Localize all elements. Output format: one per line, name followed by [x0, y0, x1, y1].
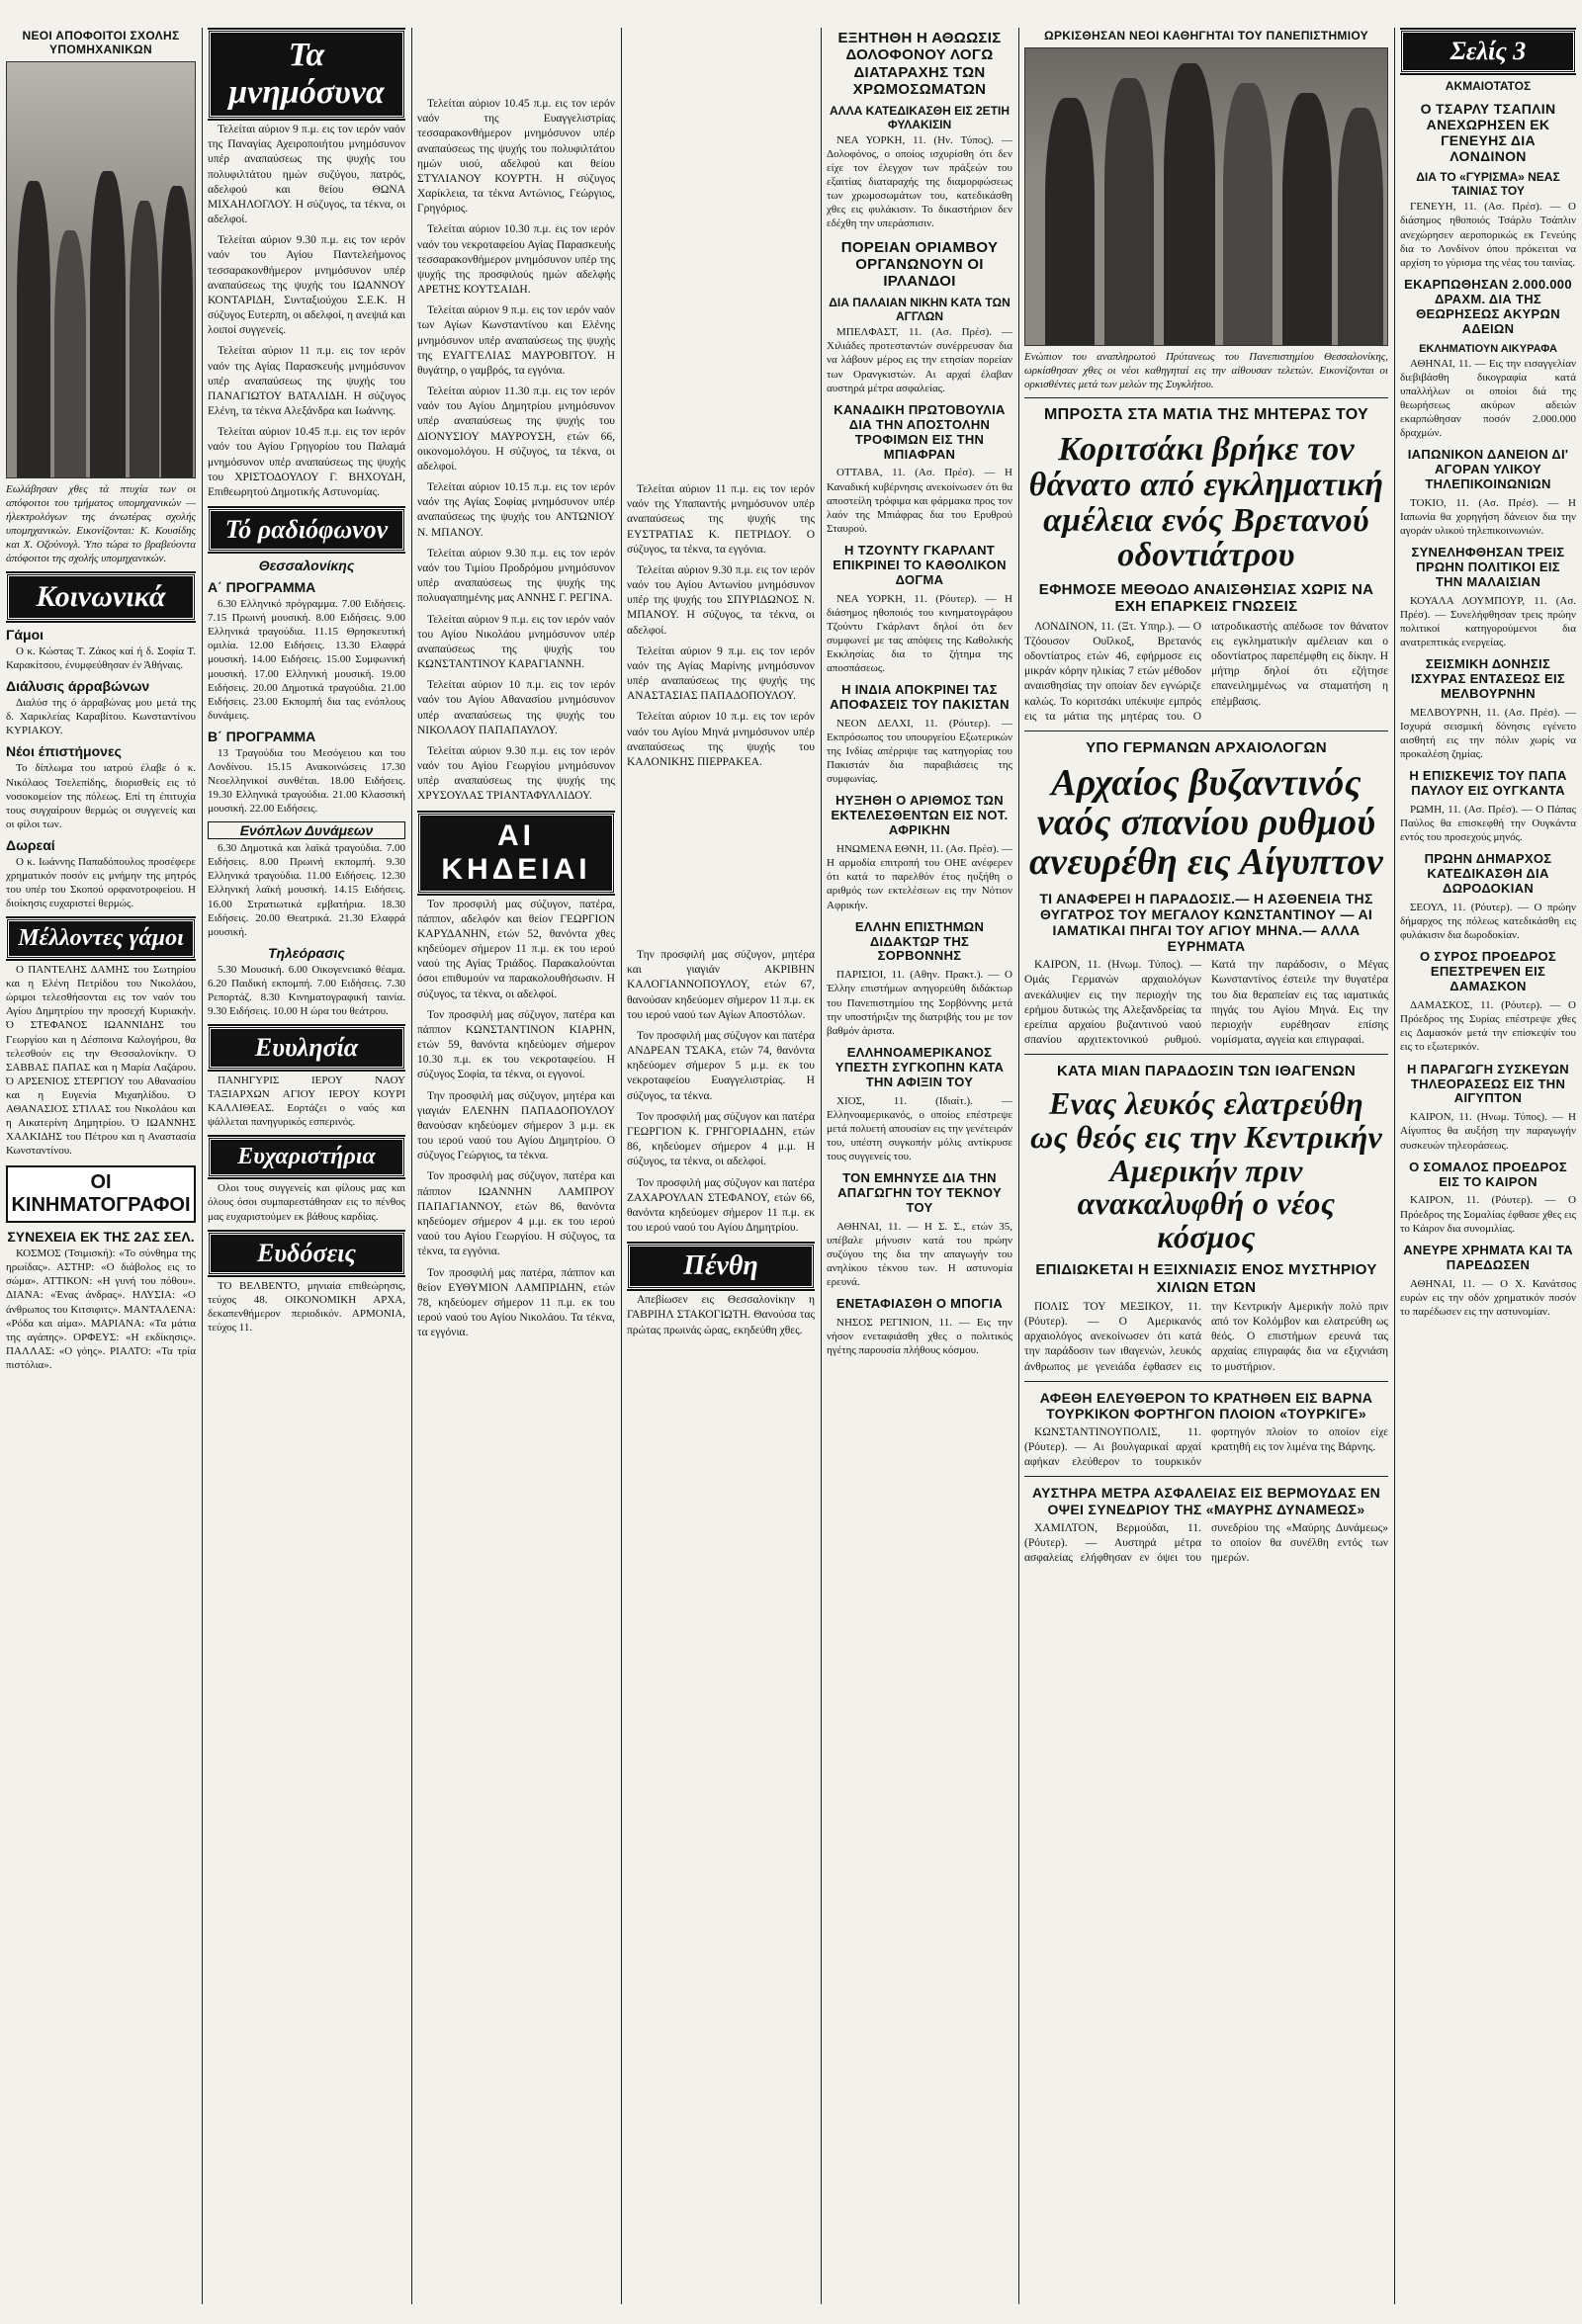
headline-girl-death: Κοριτσάκι βρήκε τον θάνατο από εγκληματική αμέλεια ενός Βρετανού οδοντιάτρου — [1028, 431, 1384, 574]
radio-program-a-head: Α΄ ΠΡΟΓΡΑΜΜΑ — [208, 579, 316, 596]
article-byzantine-church: ΚΑΙΡΟΝ, 11. (Ηνωμ. Τύπος). — Ομάς Γερμανών αρχαιολόγων ανεκάλυψεν εις την περιοχήν της ερήμου δυτικώς της Αλεξανδρείας τα ερείπια αρχαίου βυζαντινού ναού σπανίου αρχιτεκτονικού ρυθμού. Κατά την παράδοσιν, ο Μέγας Κωνσταντίνος έστειλε την θυγατέρα του δια θεραπείαν εις τας ιαματικάς πηγάς του Αγίου Μηνά. Εις την περιοχήν ευρέθησαν επίσης νομίσματα, αγγεία και επιγραφαί. — [1024, 959, 1388, 1047]
column-5 — [827, 28, 1012, 2304]
section-banner-thanks: Ευχαριστήρια — [208, 1137, 405, 1177]
article-garland: ΝΕΑ ΥΟΡΚΗ, 11. (Ρόυτερ). — Η διάσημος ηθοποιός του κινηματογράφου Τζούντυ Γκάρλαντ δηλοί ότι δεν συμφωνεί με τας απόψεις της Καθολικής Εκκλησίας δια το ζήτημα της αποσπάσεως. — [827, 592, 1012, 675]
headline-earthquake: ΣΕΙΣΜΙΚΗ ΔΟΝΗΣΙΣ ΙΣΧΥΡΑΣ ΕΝΤΑΣΕΩΣ ΕΙΣ ΜΕΛΒΟΥΡΝΗΝ — [1410, 656, 1566, 702]
memorial-notice: Τελείται αύριον 10 π.μ. εις τον ιερόν ναόν του Αγίου Μηνά μνημόσυνον υπέρ αναπαύσεως της ψυχής του ΚΑΛΟΝΙΚΗΣ ΠΙΕΡΡΑΚΕΑ. — [627, 711, 815, 768]
article-licenses: ΑΘΗΝΑΙ, 11. — Εις την εισαγγελίαν διεβιβάσθη δικογραφία κατά υπαλλήλων οι οποίοι διά της θεωρήσεως ακύρων αδειών εκαρπώθησαν ποσόν 2.000.000 δραχμών. — [1400, 357, 1576, 439]
funeral-notice: Τον προσφιλή μας σύζυγον και πατέρα ΓΕΩΡΓΙΟΝ Κ. ΓΡΗΓΟΡΙΑΔΗΝ, ετών 86, κηδεύομεν σήμερον 4 μ.μ. Η σύζυγος, τα τέκνα, οι αδελφοί. — [627, 1110, 815, 1168]
article-bermuda: ΧΑΜΙΛΤΟΝ, Βερμούδαι, 11. (Ρόυτερ). — Αυστηρά μέτρα ασφαλείας ελήφθησαν εν όψει του συνεδρίου της «Μαύρης Δυνάμεως» το οποίον θα συνέλθη εντός των ημερών. — [1024, 1521, 1388, 1565]
cinemas-text: ΚΟΣΜΟΣ (Τσιμισκή): «Το σύνθημα της ηρωίδας». ΑΣΤΗΡ: «Ο διάβολος εις το σώμα». ΑΤΤΙΚΟΝ: «Η γυνή του πόθου». ΔΙΑΝΑ: «Ένας άνδρας». ΗΛΥΣΙΑ: «Ο άνθρωπος του Κιτσιφιτς». ΜΑΝΤΑΛΕΝΑ: «Ρόδα και αίμα». ΜΑΡΙΑΝΑ: «Τα μάτια της αγάπης». ΟΡΦΕΥΣ: «Η εκδίκησις». ΠΑΛΛΑΣ: «Ο γόης». ΡΙΑΛΤΟ: «Τα τρία πιστόλια». — [6, 1248, 196, 1371]
memorial-notice: Τελείται αύριον 10.45 π.μ. εις τον ιερόν ναόν του Αγίου Γρηγορίου του Παλαμά μνημόσυνον υπέρ αναπαύσεως της ψυχής του ΧΡΙΣΤΟΔΟΥΛΟΥ Γ. ΒΗΧΟΥΔΗ, Επιθεωρητού Δημοτικής Αστυνομίας. — [208, 426, 405, 498]
article-malaysia: ΚΟΥΑΛΑ ΛΟΥΜΠΟΥΡ, 11. (Ασ. Πρέσ). — Συνελήφθησαν τρεις πρώην πολιτικοί κατηγορούμενοι δια ανατρεπτικάς ενεργείας. — [1400, 594, 1576, 649]
headline-somalia: Ο ΣΟΜΑΛΟΣ ΠΡΟΕΔΡΟΣ ΕΙΣ ΤΟ ΚΑΙΡΟΝ — [1409, 1159, 1567, 1189]
column-3 — [417, 28, 615, 2304]
headline-chaplin: Ο ΤΣΑΡΛΥ ΤΣΑΠΛΙΝ ΑΝΕΧΩΡΗΣΕΝ ΕΚ ΓΕΝΕΥΗΣ ΔΙΑ ΛΟΝΔΙΝΟΝ — [1420, 101, 1556, 165]
memorial-notice: Τελείται αύριον 9 π.μ. εις τον ιερόν ναόν του Αγίου Νικολάου μνημόσυνον υπέρ αναπαύσεως της ψυχής του ΚΩΝΣΤΑΝΤΙΝΟΥ ΚΑΡΑΓΙΑΝΝΗ. — [417, 613, 615, 671]
headline-found-money: ΑΝΕΥΡΕ ΧΡΗΜΑΤΑ ΚΑΙ ΤΑ ΠΑΡΕΔΩΣΕΝ — [1403, 1242, 1573, 1272]
kicker-mother: ΜΠΡΟΣΤΑ ΣΤΑ ΜΑΤΙΑ ΤΗΣ ΜΗΤΕΡΑΣ ΤΟΥ — [1044, 406, 1368, 424]
column-rule — [1394, 28, 1395, 2304]
section-banner-memorials: Τα μνημόσυνα — [208, 30, 405, 119]
column-1 — [6, 28, 196, 2304]
funeral-notice: Τον προσφιλή μας σύζυγον, πατέρα, πάππον, αδελφόν και θείον ΓΕΩΡΓΙΟΝ ΚΑΡΥΔΑΝΗΝ, ετών 52, θανόντα χθες κηδεύομεν σήμερον 11 π.μ. εκ του ιερού ναού της Αγίας Τριάδος. Παρακαλούνται όσοι επιθυμούν να παρακολουθήσωσιν. Η σύζυγος, τα τέκνα, οι αδελφοί. — [417, 898, 615, 1000]
armed-forces-head: Ενόπλων Δυνάμεων — [208, 821, 405, 839]
article-irish: ΜΠΕΛΦΑΣΤ, 11. (Ασ. Πρέσ). — Χιλιάδες προτεσταντών συνέρρευσαν δια να λάβουν μέρος εις την ετησίαν πορείαν των Ορανγκιστών. Αι αρχαί έλαβαν αυστηρά μέτρα ασφαλείας. — [827, 326, 1012, 394]
headline-pope: Η ΕΠΙΣΚΕΨΙΣ ΤΟΥ ΠΑΠΑ ΠΑΥΛΟΥ ΕΙΣ ΟΥΓΚΑΝΤΑ — [1409, 768, 1567, 799]
article-biafra: ΟΤΤΑΒΑ, 11. (Ασ. Πρέσ). — Η Καναδική κυβέρνησις ανεκοίνωσεν ότι θα αποστείλη τρόφιμα και φάρμακα προς τον λαόν της Μπιάφρας δια του Ερυθρού Σταυρού. — [827, 467, 1012, 535]
headline-mayor: ΠΡΩΗΝ ΔΗΜΑΡΧΟΣ ΚΑΤΕΔΙΚΑΣΘΗ ΔΙΑ ΔΩΡΟΔΟΚΙΑΝ — [1424, 851, 1552, 897]
article-mayor: ΣΕΟΥΛ, 11. (Ρόυτερ). — Ο πρώην δήμαρχος της πόλεως κατεδικάσθη εις φυλάκισιν δια δωροδοκίαν. — [1400, 902, 1576, 942]
funeral-notice: Τον προσφιλή μας σύζυγον και πατέρα ΖΑΧΑΡΟΥΛΑΝ ΣΤΕΦΑΝΟΥ, ετών 66, θανόντα κηδεύομεν σήμερον 11 π.μ. εκ του ιερού ναού του Αγίου Δημητρίου. — [627, 1176, 815, 1235]
memorial-notice: Τελείται αύριον 10.30 π.μ. εις τον ιερόν ναόν του νεκροταφείου Αγίας Παρασκευής τεσσαρακονθήμερον μνημόσυνον υπέρ της ψυχής της προσφιλούς ημών αδελφής ΑΡΕΤΗΣ ΚΟΥΤΣΑΙΔΗ. — [417, 223, 615, 297]
memorial-notice: Τελείται αύριον 11 π.μ. εις τον ιερόν ναόν της Υπαπαντής μνημόσυνον υπέρ αναπαύσεως της ψυχής της ΕΥΣΤΡΑΤΙΑΣ Κ. ΠΕΤΡΙΔΟΥ. Ο σύζυγος, τα τέκνα, τα εγγόνια. — [627, 483, 815, 556]
article-egypt-tv: ΚΑΙΡΟΝ, 11. (Ηνωμ. Τύπος). — Η Αίγυπτος θα αυξήση την παραγωγήν συσκευών τηλεοράσεως. — [1400, 1111, 1576, 1152]
section-banner-cinemas: ΟΙ ΚΙΝΗΜΑΤΟΓΡΑΦΟΙ — [6, 1165, 196, 1223]
radio-city: Θεσσαλονίκης — [258, 558, 355, 574]
funeral-notice: Τον προσφιλή μας πατέρα, πάππον και θείον ΕΥΘΥΜΙΟΝ ΛΑΜΠΡΙΔΗΝ, ετών 78, κηδεύομεν σήμερον 11 π.μ. εκ του ιερού ναού του Αγίου Νικολάου. Τα τέκνα, τα εγγόνια. — [417, 1266, 615, 1339]
headline-greek-american: ΕΛΛΗΝΟΑΜΕΡΙΚΑΝΟΣ ΥΠΕΣΤΗ ΣΥΓΚΟΠΗΝ ΚΑΤΑ ΤΗΝ ΑΦΙΞΙΝ ΤΟΥ — [835, 1044, 1005, 1089]
funeral-notice: Την προσφιλή μας σύζυγον, μητέρα και γιαγιάν ΑΚΡΙΒΗΝ ΚΑΛΟΓΙΑΝΝΟΠΟΥΛΟΥ, ετών 67, θανούσαν κηδεύομεν σήμερον 11 π.μ. εκ του ιερού ναού των Αγίων Αποστόλων. — [627, 949, 815, 1021]
article-executions: ΗΝΩΜΕΝΑ ΕΘΝΗ, 11. (Ασ. Πρέσ). — Η αρμοδία επιτροπή του ΟΗΕ ανέφερεν ότι κατά το παρελθόν έτος ηυξήθη ο αριθμός των εκτελέσεων εις την Νότιον Αφρικήν. — [827, 843, 1012, 911]
article-abduction: ΑΘΗΝΑΙ, 11. — Η Σ. Σ., ετών 35, υπέβαλε μήνυσιν κατά του πρώην συζύγου της δια την απαγωγήν του ανηλίκου τέκνου των. Η αστυνομία ερευνά. — [827, 1220, 1012, 1289]
subhead-byzantine-church: ΤΙ ΑΝΑΦΕΡΕΙ Η ΠΑΡΑΔΟΣΙΣ.— Η ΑΣΘΕΝΕΙΑ ΤΗΣ ΘΥΓΑΤΡΟΣ ΤΟΥ ΜΕΓΑΛΟΥ ΚΩΝΣΤΑΝΤΙΝΟΥ — ΑΙ ΙΑΜΑΤΙΚΑΙ ΠΗΓΑΙ ΤΟΥ ΑΓΙΟΥ ΜΗΝΑ.— ΑΛΛΑ ΕΥΡΗΜΑΤΑ — [1039, 890, 1373, 955]
headline-white-god: Ενας λευκός ελατρεύθη ως θεός εις την Κεντρικήν Αμερικήν πριν ανακαλυφθή ο νέος κόσμος — [1029, 1085, 1383, 1254]
section-banner-mourning: Πένθη — [627, 1244, 815, 1289]
television-text: 5.30 Μουσική. 6.00 Οικογενειακό θέαμα. 6.20 Παιδική εκπομπή. 7.00 Ειδήσεις. 7.30 Ρεπορτάζ. 8.30 Κινηματογραφική ταινία. 9.30 Ειδήσεις. 10.00 Η ώρα του θεάτρου. — [208, 963, 405, 1017]
headline-byzantine-church: Αρχαίος βυζαντινός ναός σπανίου ρυθμού ανευρέθη εις Αίγυπτον — [1028, 762, 1384, 883]
section-banner-radio: Τό ραδιόφωνον — [208, 508, 405, 552]
funeral-notice: Τον προσφιλή μας σύζυγον, πατέρα και πάππον ΙΩΑΝΝΗΝ ΛΑΜΠΡΟΥ ΠΑΠΑΓΙΑΝΝΟΥ, ετών 86, θανόντα κηδεύομεν σήμερον 4 μ.μ. εκ του ιερού ναού του Αγίου Γεωργίου. Η σύζυγος, τα τέκνα, τα εγγόνια. — [417, 1170, 615, 1258]
kicker-archaeologists: ΥΠΟ ΓΕΡΜΑΝΩΝ ΑΡΧΑΙΟΛΟΓΩΝ — [1086, 738, 1327, 756]
section-head-scientists: Νέοι έπιστήμονες — [6, 743, 122, 760]
article-greek-american: ΧΙΟΣ, 11. (Ιδιαίτ.). — Ελληνοαμερικανός, ο οποίος επέστρεψε μετά πολυετή απουσίαν εις την γενέτειράν του, υπέστη συγκοπήν μόλις αντίκρυσε τους συγγενείς του. — [827, 1094, 1012, 1162]
scientists-text: Το δίπλωμα του ιατρού έλαβε ό κ. Νικόλαος Τσελεπίδης, διορισθείς εις τό νοσοκομείον της πόλεως. Επί τη έπιτυχία τους συγχαίρουν θερμώς οι συγγενείς και οι φίλοι των. — [6, 762, 196, 830]
subhead-licenses: ΕΚΛΗΜΑΤΙΟΥΝ ΑΙΚΥΡΑΦΑ — [1419, 342, 1557, 355]
memorial-notice: Τελείται αύριον 11 π.μ. εις τον ιερόν ναόν της Αγίας Παρασκευής μνημόσυνον υπέρ αναπαύσεως της ψυχής του ΠΑΝΑΓΙΩΤΟΥ ΒΑΤΑΛΙΔΗ. Η σύζυγος Ελένη, τα τέκνα Αλεξάνδρα και Ιωάννης. — [208, 345, 405, 418]
engagement-text: Διαλύσ της ό άρραβώνας μου μετά της δ. Χαρικλείας Καραβίτου. Κωνσταντίνου ΚΥΡΙΑΚΟΥ. — [6, 697, 196, 737]
section-head-engagement: Διάλυσις άρραβώνων — [6, 678, 150, 695]
radio-program-b-head: Β΄ ΠΡΟΓΡΑΜΜΑ — [208, 728, 316, 744]
section-banner-social: Κοινωνικά — [6, 573, 196, 621]
article-somalia: ΚΑΙΡΟΝ, 11. (Ρόυτερ). — Ο Πρόεδρος της Σομαλίας έφθασε χθες εις το Κάιρον δια συνομιλίας. — [1400, 1194, 1576, 1235]
article-sorbonne: ΠΑΡΙΣΙΟΙ, 11. (Αθην. Πρακτ.). — Ο Έλλην επιστήμων ανηγορεύθη διδάκτωρ του Πανεπιστημίου της Σορβόννης μετά την υποστήριξιν της διατριβής του με τον βαθμόν άριστα. — [827, 969, 1012, 1037]
cinemas-sub: ΣΥΝΕΧΕΙΑ ΕΚ ΤΗΣ 2ΑΣ ΣΕΛ. — [7, 1229, 195, 1246]
article-varna: ΚΩΝΣΤΑΝΤΙΝΟΥΠΟΛΙΣ, 11. (Ρόυτερ). — Αι βουλγαρικαί αρχαί αφήκαν ελεύθερον το τουρκικόν φορτηγόν πλοίον το οποίον είχε κρατηθή εις τον λιμένα της Βάρνης. — [1024, 1425, 1388, 1469]
section-banner-funerals: ΑΙ ΚΗΔΕΙΑΙ — [417, 813, 615, 894]
photo-title: ΝΕΟΙ ΑΠΟΦΟΙΤΟΙ ΣΧΟΛΗΣ ΥΠΟΜΗΧΑΝΙΚΩΝ — [22, 29, 180, 56]
memorial-notice: Τελείται αύριον 9.30 π.μ. εις τον ιερόν ναόν του Αγίου Παντελεήμονος τεσσαρακονθήμερον μνημόσυνον υπέρ αναπαύσεως της ψυχής του ΙΩΑΝΝΟΥ ΚΟΝΤΑΡΙΔΗ, Συνταξιούχου Σ.Ε.Κ. Η σύζυγος Ευτερπη, οι αδελφοί, η ανεψιά και λοιποί συγγενείς. — [208, 234, 405, 337]
column-rule — [411, 28, 412, 2304]
headline-india: Η ΙΝΔΙΑ ΑΠΟΚΡΙΝΕΙ ΤΑΣ ΑΠΟΦΑΣΕΙΣ ΤΟΥ ΠΑΚΙΣΤΑΝ — [830, 682, 1010, 713]
future-weddings-text: Ο ΠΑΝΤΕΛΗΣ ΔΑΜΗΣ του Σωτηρίου και η Ελένη Πετρίδου του Νικολάου, ώριμοι τελεσθήσονται εις τον ναόν του Αγίου Δημητρίου την προσεχή Κυριακήν. Ό ΣΤΕΦΑΝΟΣ ΙΩΑΝΝΙΔΗΣ του Γεωργίου και η Δέσποινα Καλογήρου, θα τελεσθούν εις την Θεσσαλονίκην. Ό ΣΑΒΒΑΣ ΠΑΠΑΣ και η Μαρία Λαζάρου. Ό ΑΡΣΕΝΙΟΣ ΣΤΕΡΓΙΟΥ του Αθανασίου και η Ευγενία Μιχαηλίδου. Ό ΑΘΑΝΑΣΙΟΣ ΣΤΙΛΑΣ του Νικολάου και η Αικατερίνη Δημητρίου. Ό ΙΩΑΝΝΗΣ ΧΑΛΚΙΔΗΣ του Πέτρου και η Αναστασία Κωνσταντίνου. — [6, 964, 196, 1158]
headline-chromosomes: ΕΞΗΤΗΘΗ Η ΑΘΩΩΣΙΣ ΔΟΛΟΦΟΝΟΥ ΛΟΓΩ ΔΙΑΤΑΡΑΧΗΣ ΤΩΝ ΧΡΩΜΟΣΩΜΑΤΩΝ — [837, 30, 1002, 98]
subhead-anaesthesia: ΕΦΗΜΟΣΕ ΜΕΘΟΔΟ ΑΝΑΙΣΘΗΣΙΑΣ ΧΩΡΙΣ ΝΑ ΕΧΗ ΕΠΑΡΚΕΙΣ ΓΝΩΣΕΙΣ — [1038, 581, 1374, 616]
funeral-notice: Την προσφιλή μας σύζυγον, μητέρα και γιαγιάν ΕΛΕΝΗΝ ΠΑΠΑΔΟΠΟΥΛΟΥ θανούσαν κηδεύομεν σήμερον 3 μ.μ. εκ του ιερού ναού του Αγίου Δημητρίου. Ο σύζυγος Γεώργιος, τα τέκνα. — [417, 1089, 615, 1162]
subhead-chromosomes: ΑΛΛΑ ΚΑΤΕΔΙΚΑΣΘΗ ΕΙΣ 2ΕΤΙΗ ΦΥΛΑΚΙΣΙΝ — [829, 104, 1011, 131]
memorial-notice: Τελείται αύριον 9 π.μ. εις τον ιερόν ναόν της Αγίας Μαρίνης μνημόσυνον υπέρ αναπαύσεως της ψυχής της ΑΝΑΣΤΑΣΙΑΣ ΠΑΠΑΔΟΠΟΥΛΟΥ. — [627, 645, 815, 703]
headline-japan-loan: ΙΑΠΩΝΙΚΟΝ ΔΑΝΕΙΟΝ ΔΙ' ΑΓΟΡΑΝ ΥΛΙΚΟΥ ΤΗΛΕΠΙΚΟΙΝΩΝΙΩΝ — [1407, 446, 1569, 491]
article-found-money: ΑΘΗΝΑΙ, 11. — Ο Χ. Κανάτσος ευρών εις την οδόν χρηματικόν ποσόν το παρέδωσεν εις την αστυνομίαν. — [1400, 1277, 1576, 1318]
headline-executions: ΗΥΞΗΘΗ Ο ΑΡΙΘΜΟΣ ΤΩΝ ΕΚΤΕΛΕΣΘΕΝΤΩΝ ΕΙΣ ΝΟΤ. ΑΦΡΙΚΗΝ — [831, 793, 1009, 838]
memorial-notice: Τελείται αύριον 9.30 π.μ. εις τον ιερόν ναόν του Αγίου Γεωργίου μνημόσυνον υπέρ αναπαύσεως της ψυχής της ΧΡΥΣΟΥΛΑΣ ΤΡΙΑΝΤΑΦΥΛΛΙΔΟΥ. — [417, 744, 615, 803]
column-rule — [1018, 28, 1019, 2304]
section-banner-publications: Ευδόσεις — [208, 1232, 405, 1275]
headline-bermuda: ΑΥΣΤΗΡΑ ΜΕΤΡΑ ΑΣΦΑΛΕΙΑΣ ΕΙΣ ΒΕΡΜΟΥΔΑΣ ΕΝ ΟΨΕΙ ΣΥΝΕΔΡΙΟΥ ΤΗΣ «ΜΑΥΡΗΣ ΔΥΝΑΜΕΩΣ» — [1031, 1485, 1381, 1517]
column-2 — [208, 28, 405, 2304]
column-4 — [627, 28, 815, 2304]
column-6 — [1024, 28, 1388, 2304]
article-india: ΝΕΟΝ ΔΕΛΧΙ, 11. (Ρόυτερ). — Εκπρόσωπος του υπουργείου Εξωτερικών της Ινδίας απέρριψε τας κατηγορίας του Πακιστάν δια παραβιάσεις της συμφωνίας. — [827, 717, 1012, 786]
section-head-donations: Δωρεαί — [6, 836, 55, 853]
page-number-sub: ΑΚΜΑΙΟΤΑΤΟΣ — [1445, 79, 1532, 93]
column-rule — [821, 28, 822, 2304]
headline-egypt-tv: Η ΠΑΡΑΓΩΓΗ ΣΥΣΚΕΥΩΝ ΤΗΛΕΟΡΑΣΕΩΣ ΕΙΣ ΤΗΝ ΑΙΓΥΠΤΟΝ — [1407, 1061, 1569, 1106]
headline-sorbonne: ΕΛΛΗΝ ΕΠΙΣΤΗΜΩΝ ΔΙΔΑΚΤΩΡ ΤΗΣ ΣΟΡΒΟΝΝΗΣ — [854, 918, 985, 964]
headline-malaysia: ΣΥΝΕΛΗΦΘΗΣΑΝ ΤΡΕΙΣ ΠΡΩΗΝ ΠΟΛΙΤΙΚΟΙ ΕΙΣ ΤΗΝ ΜΑΛΑΙΣΙΑΝ — [1411, 545, 1565, 589]
headline-abduction: ΤΟΝ ΕΜΗΝΥΣΕ ΔΙΑ ΤΗΝ ΑΠΑΓΩΓΗΝ ΤΟΥ ΤΕΚΝΟΥ ΤΟΥ — [837, 1169, 1002, 1215]
photo-title-professors: ΩΡΚΙΣΘΗΣΑΝ ΝΕΟΙ ΚΑΘΗΓΗΤΑΙ ΤΟΥ ΠΑΝΕΠΙΣΤΗΜΙΟΥ — [1044, 29, 1368, 43]
radio-program-b-text: 13 Τραγούδια του Μεσόγειου και του Λονδίνου. 15.15 Ανακοινώσεις 17.30 Νεοελληνικοί συνθέται. 18.00 Ειδήσεις. 19.30 Ελληνικά τραγούδια. 21.00 Κλασσική μουσική. 22.00 Ειδήσεις. — [208, 746, 405, 816]
memorial-notice: Τελείται αύριον 10.15 π.μ. εις τον ιερόν ναόν της Αγίας Σοφίας μνημόσυνον υπέρ αναπαύσεως της ψυχής του ΑΝΤΩΝΙΟΥ Ν. ΜΠΑΝΟΥ. — [417, 481, 615, 539]
professors-caption: Ενώπιον του αναπληρωτού Πρύτανεως του Πανεπιστημίου Θεσσαλονίκης, ωρκίσθησαν χθες οι νέοι καθηγηταί εις την αίθουσαν τελετών. Εικονίζονται οι ορκισθέντες μετά των μελών της Συγκλήτου. — [1024, 350, 1388, 390]
page-number-banner: Σελίς 3 — [1400, 30, 1576, 73]
church-text: ΠΑΝΗΓΥΡΙΣ ΙΕΡΟΥ ΝΑΟΥ ΤΑΞΙΑΡΧΩΝ ΑΓΙΟΥ ΙΕΡΟΥ ΚΟΥΡΙ ΚΑΛΛΙΘΕΑΣ. Εορτάζει ο ναός και ψάλλεται πανηγυρικός εσπερινός. — [208, 1075, 405, 1129]
section-banner-church: Ευυλησία — [208, 1026, 405, 1070]
subhead-chaplin: ΔΙΑ ΤΟ «ΓΥΡΙΣΜΑ» ΝΕΑΣ ΤΑΙΝΙΑΣ ΤΟΥ — [1416, 170, 1560, 199]
television-head: Τηλεόρασις — [268, 944, 345, 961]
column-rule — [621, 28, 622, 2304]
mourning-text: Απεβίωσεν εις Θεσσαλονίκην η ΓΑΒΡΙΗΛ ΣΤΑΚΟΓΙΩΤΗ. Θανούσα τας πρώτας πρωινάς ώρας, εκηδεύθη χθες. — [627, 1294, 815, 1336]
weddings-text: Ο κ. Κώστας Τ. Ζάκος καί ή δ. Σοφία Τ. Καρακίτσου, ένυμφεύθησαν έν Άθήναις. — [6, 646, 196, 672]
article-chaplin: ΓΕΝΕΥΗ, 11. (Ασ. Πρέσ). — Ο διάσημος ηθοποιός Τσάρλυ Τσάπλιν ανεχώρησεν αεροπορικώς εκ Γενεύης δια το Λονδίνον όπου πρόκειται να αρχίση το γύρισμα της νέας του ταινίας. — [1400, 201, 1576, 269]
subhead-mystery: ΕΠΙΔΙΩΚΕΤΑΙ Η ΕΞΙΧΝΙΑΣΙΣ ΕΝΟΣ ΜΥΣΤΗΡΙΟΥ ΧΙΛΙΩΝ ΕΤΩΝ — [1035, 1261, 1377, 1296]
article-chromosomes: ΝΕΑ ΥΟΡΚΗ, 11. (Ην. Τύπος). — Δολοφόνος, ο οποίος ισχυρίσθη ότι δεν είχε τον έλεγχον των πράξεών του εξαιτίας διαταραχής της διαμορφώσεως των χρωμοσωμάτων του, κατεδικάσθη χθες εις φυλάκισιν. Το δικαστήριον δεν εδέχθη την υπεράσπισιν. — [827, 134, 1012, 230]
professors-photo — [1024, 47, 1388, 346]
headline-irish: ΠΟΡΕΙΑΝ ΟΡΙΑΜΒΟΥ ΟΡΓΑΝΩΝΟΥΝ ΟΙ ΙΡΛΑΝΔΟΙ — [840, 238, 999, 291]
radio-program-a-text: 6.30 Ελληνικό πρόγραμμα. 7.00 Ειδήσεις. 7.15 Πρωινή μουσική. 8.00 Ειδήσεις. 9.00 Ελληνικά τραγούδια. 11.15 Θρησκευτική ομιλία. 12.00 Ειδήσεις. 13.30 Ελαφρά μουσική. 14.00 Ειδήσεις. 15.00 Συμφωνική μουσική. 17.00 Ελληνική μουσική. 19.00 Ειδήσεις. 20.00 Δημοτικά τραγούδια. 21.00 Ειδήσεις. 23.00 Εκπομπή δια τας ενόπλους δυνάμεις. — [208, 598, 405, 722]
article-earthquake: ΜΕΛΒΟΥΡΝΗ, 11. (Ασ. Πρέσ). — Ισχυρά σεισμική δόνησις εγένετο αισθητή εις την πόλιν χωρίς να προκαλέση ζημίας. — [1400, 706, 1576, 761]
article-girl-death: ΛΟΝΔΙΝΟΝ, 11. (Ξτ. Υπηρ.). — Ο Τζόουσον Ουΐλκοξ, Βρετανός οδοντίατρος ετών 46, εφήρμοσε εις μικράν κόρην ηλικίας 7 ετών μέθοδον αναισθησίας την οποίαν δεν εγνώριζε καλώς. Το κοριτσάκι υπέκυψε εμπρός εις τα μάτια της μητέρας του. Ο ιατροδικαστής απέδωσε τον θάνατον εις εγκληματικήν αμέλειαν και ο οδοντίατρος παρεπέμφθη εις δίκην. Η μήτηρ δηλοί ότι εζήτησε επανειλημμένως να σταματήση η επέμβασις. — [1024, 620, 1388, 723]
section-banner-future-weddings: Μέλλοντες γάμοι — [6, 918, 196, 959]
donations-text: Ο κ. Ιωάννης Παπαδόπουλος προσέφερε χρηματικόν ποσόν εις μνήμην της μητρός του υπέρ του Σκοπού ορφανοτροφείου. Η διοίκησις ευχαριστεί θερμώς. — [6, 855, 196, 910]
headline-licenses: ΕΚΑΡΠΩΘΗΣΑΝ 2.000.000 ΔΡΑΧΜ. ΔΙΑ ΤΗΣ ΘΕΩΡΗΣΕΩΣ ΑΚΥΡΩΝ ΑΔΕΙΩΝ — [1404, 276, 1572, 336]
article-pope: ΡΩΜΗ, 11. (Ασ. Πρέσ). — Ο Πάπας Παύλος θα επισκεφθή την Ουγκάντα εντός του προσεχούς μηνός. — [1400, 804, 1576, 844]
column-rule — [202, 28, 203, 2304]
headline-varna: ΑΦΕΘΗ ΕΛΕΥΘΕΡΟΝ ΤΟ ΚΡΑΤΗΘΕΝ ΕΙΣ ΒΑΡΝΑ ΤΟΥΡΚΙΚΟΝ ΦΟΡΤΗΓΟΝ ΠΛΟΙΟΝ «ΤΟΥΡΚΙΓΕ» — [1039, 1389, 1373, 1421]
headline-biafra: ΚΑΝΑΔΙΚΗ ΠΡΩΤΟΒΟΥΛΙΑ ΔΙΑ ΤΗΝ ΑΠΟΣΤΟΛΗΝ ΤΡΟΦΙΜΩΝ ΕΙΣ ΤΗΝ ΜΠΙΑΦΡΑΝ — [834, 401, 1006, 462]
article-syria: ΔΑΜΑΣΚΟΣ, 11. (Ρόυτερ). — Ο Πρόεδρος της Συρίας επέστρεψε χθες εις Δαμασκόν μετά την επίσκεψίν του εις το εξωτερικόν. — [1400, 999, 1576, 1054]
funeral-notice: Τον προσφιλή μας σύζυγον και πατέρα ΑΝΔΡΕΑΝ ΤΣΑΚΑ, ετών 74, θανόντα κηδεύομεν σήμερον 5 μ.μ. εκ του νεκροταφείου Ευαγγελιστρίας. Η σύζυγος, τα τέκνα. — [627, 1029, 815, 1102]
publications-text: ΤΟ ΒΕΛΒΕΝΤΟ, μηνιαία επιθεώρησις, τεύχος 48. ΟΙΚΟΝΟΜΙΚΗ ΑΡΧΑ, δεκαπενθήμερον περιοδικόν. ΑΡΜΟΝΙΑ, τεύχος 11. — [208, 1279, 405, 1334]
memorial-notice: Τελείται αύριον 10.45 π.μ. εις τον ιερόν ναόν της Ευαγγελιστρίας τεσσαρακονθήμερον μνημόσυνον υπέρ αναπαύσεως της ψυχής του πολυφιλτάτου ημών υιού, αδελφού και θείου ΣΤΥΛΙΑΝΟΥ ΚΟΥΡΤΗ. Η σύζυγος Χαρίκλεια, τα τέκνα Αντώνιος, Γεώργιος, Γρηγόριος. — [417, 98, 615, 215]
column-7 — [1400, 28, 1576, 2304]
article-japan-loan: ΤΟΚΙΟ, 11. (Ασ. Πρέσ). — Η Ιαπωνία θα χορηγήση δάνειον δια την αγοράν υλικού τηλεπικοινωνιών. — [1400, 496, 1576, 537]
subhead-irish: ΔΙΑ ΠΑΛΑΙΑΝ ΝΙΚΗΝ ΚΑΤΑ ΤΩΝ ΑΓΓΛΩΝ — [829, 296, 1011, 324]
memorial-notice: Τελείται αύριον 9 π.μ. εις τον ιερόν ναόν των Αγίων Κωνσταντίνου και Ελένης μνημόσυνον υπέρ αναπαύσεως της ψυχής της ΕΥΑΓΓΕΛΙΑΣ ΜΑΥΡΟΒΙΤΟΥ. Η θυγάτηρ, ο γαμβρός, τα εγγόνια. — [417, 304, 615, 377]
memorial-notice: Τελείται αύριον 9 π.μ. εις τον ιερόν ναόν της Παναγίας Αχειροποιήτου μνημόσυνον υπέρ αναπαύσεως της ψυχής του πολυφιλτάτου ημών συζύγου, πατρός, αδελφού και θείου ΘΩΝΑ ΜΙΧΑΗΛΟΓΛΟΥ. Η σύζυγος, τα τέκνα, οι αδελφοί. — [208, 124, 405, 226]
memorial-notice: Τελείται αύριον 9.30 π.μ. εις τον ιερόν ναόν του Τιμίου Προδρόμου μνημόσυνον υπέρ αναπαύσεως της ψυχής της πολυαγαπημένης μας ΑΝΝΗΣ Γ. ΡΕΓΙΝΑ. — [417, 547, 615, 605]
memorial-notice: Τελείται αύριον 9.30 π.μ. εις τον ιερόν ναόν του Αγίου Αντωνίου μνημόσυνον υπέρ της ψυχής του ΣΠΥΡΙΔΩΝΟΣ Ν. ΜΠΑΝΟΥ. Η σύζυγος, τα τέκνα, οι αδελφοί. — [627, 563, 815, 637]
memorial-notice: Τελείται αύριον 11.30 π.μ. εις τον ιερόν ναόν του Αγίου Δημητρίου μνημόσυνον υπέρ αναπαύσεως της ψυχής του ΔΙΟΝΥΣΙΟΥ ΜΑΥΡΟΥΣΗ, ετών 66, οικονομολόγου. Η σύζυγος, τα τέκνα, οι αδελφοί. — [417, 386, 615, 473]
photo-caption: Εωλάβησαν χθες τά πτυχία των οι απόφοιτοι του τμήματος υπομηχανικών — ήλεκτρολόγων της άνωτέρας σχολής υπομηχανικών. Εικονίζονται: Κ. Κουσίδης και Χ. Οζούνογλ. Ύπο τώρα το βραβεύοντα άπόφοιτοι της σχολής υπομηχανικών. — [6, 482, 196, 564]
section-head-weddings: Γάμοι — [6, 627, 44, 644]
article-white-god: ΠΟΛΙΣ ΤΟΥ ΜΕΞΙΚΟΥ, 11. (Ρόυτερ). — Ο Αμερικανός αρχαιολόγος ανεκοίνωσεν ότι κατά την παράδοσιν των ιθαγενών, λευκός άνθρωπος με γενειάδα έφθασεν εις την Κεντρικήν Αμερικήν πολύ πριν από τον Κολόμβον και ελατρεύθη ως θεός. Ο επιστήμων ερευνά τας αρχαίας επιγραφάς δια να εξιχνιάση το μυστήριον. — [1024, 1300, 1388, 1373]
graduates-photo — [6, 61, 196, 478]
headline-garland: Η ΤΖΟΥΝΤΥ ΓΚΑΡΛΑΝΤ ΕΠΙΚΡΙΝΕΙ ΤΟ ΚΑΘΟΛΙΚΟΝ ΔΟΓΜΑ — [833, 542, 1007, 587]
funeral-notice: Τον προσφιλή μας σύζυγον, πατέρα και πάππον ΚΩΝΣΤΑΝΤΙΝΟΝ ΚΙΑΡΗΝ, ετών 59, θανόντα κηδεύομεν σήμερον 10.30 π.μ. εκ του νεκροταφείου. Η σύζυγος Σοφία, τα τέκνα, οι εγγονοί. — [417, 1008, 615, 1081]
kicker-natives: ΚΑΤΑ ΜΙΑΝ ΠΑΡΑΔΟΣΙΝ ΤΩΝ ΙΘΑΓΕΝΩΝ — [1056, 1063, 1357, 1080]
article-burial: ΝΗΣΟΣ ΡΕΓΙΝΙΟΝ, 11. — Εις την νήσον ενεταφιάσθη χθες ο πολιτικός ηγέτης παρουσία πλήθους κόσμου. — [827, 1317, 1012, 1357]
headline-burial: ΕΝΕΤΑΦΙΑΣΘΗ Ο ΜΠΟΓΙΑ — [835, 1296, 1004, 1312]
armed-forces-text: 6.30 Δημοτικά και λαϊκά τραγούδια. 7.00 Ειδήσεις. 8.00 Πρωινή εκπομπή. 9.30 Ελληνικά τραγούδια. 11.00 Ειδήσεις. 12.30 Ελληνική λαϊκή μουσική. 14.15 Ειδήσεις. 16.00 Στρατιωτικά εμβατήρια. 18.30 Ειδήσεις. 20.00 Θεατρικά. 21.30 Ελαφρά μουσική. — [208, 842, 405, 938]
memorial-notice: Τελείται αύριον 10 π.μ. εις τον ιερόν ναόν του Αγίου Αθανασίου μνημόσυνον υπέρ αναπαύσεως της ψυχής του ΝΙΚΟΛΑΟΥ ΠΑΠΑΠΑΥΛΟΥ. — [417, 679, 615, 736]
thanks-text: Ολοι τους συγγενείς και φίλους μας και όλους όσοι συμπαρεστάθησαν εις το πένθος μας ευχαριστούμεν εκ βάθους καρδίας. — [208, 1182, 405, 1223]
headline-syria: Ο ΣΥΡΟΣ ΠΡΟΕΔΡΟΣ ΕΠΕΣΤΡΕΨΕΝ ΕΙΣ ΔΑΜΑΣΚΟΝ — [1420, 949, 1556, 994]
